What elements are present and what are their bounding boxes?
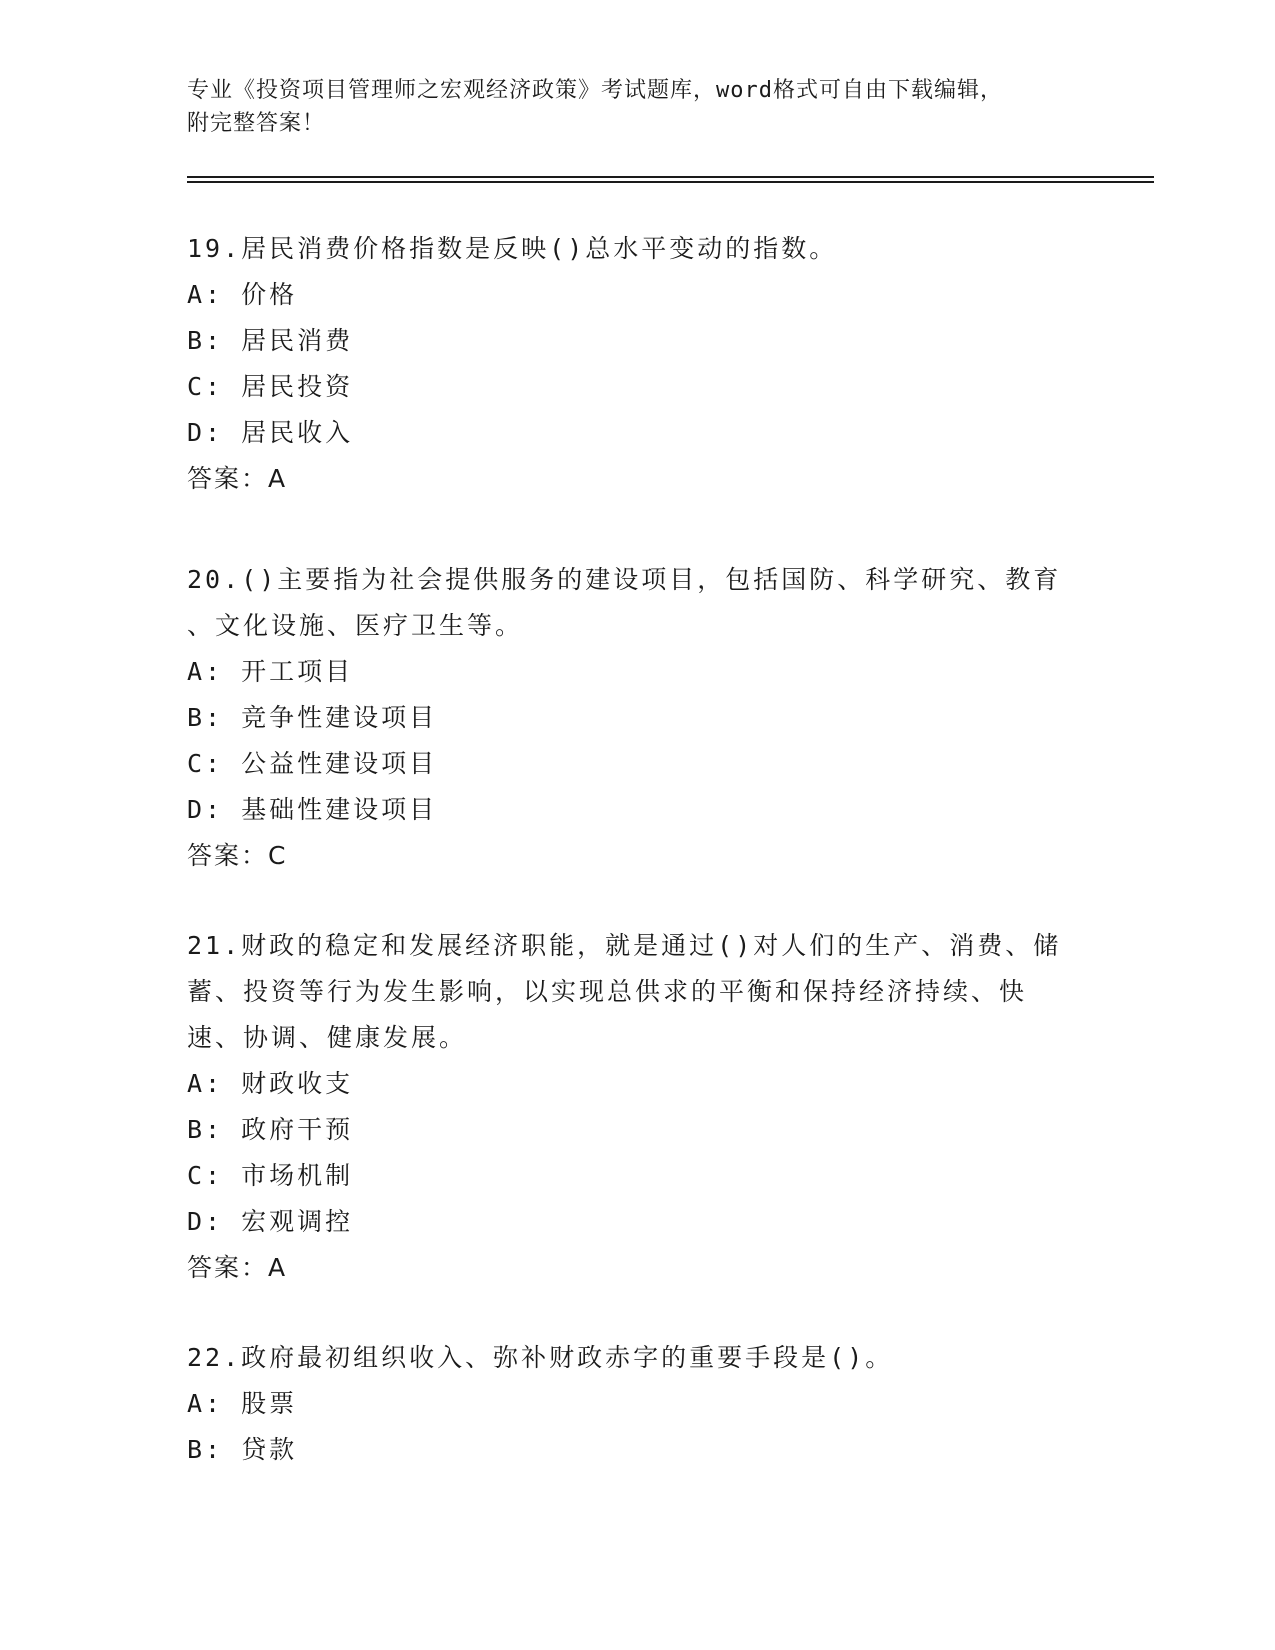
option-c: C: 公益性建设项目 bbox=[187, 749, 438, 778]
option-d: D: 基础性建设项目 bbox=[187, 795, 438, 824]
option-a: A: 财政收支 bbox=[187, 1069, 354, 1098]
answer-label: 答案：A bbox=[187, 464, 288, 493]
header-divider-top bbox=[187, 176, 1154, 178]
answer-label: 答案：A bbox=[187, 1253, 288, 1282]
question-19 bbox=[187, 226, 1087, 502]
question-20 bbox=[187, 557, 1087, 879]
option-a: A: 开工项目 bbox=[187, 657, 354, 686]
document-header bbox=[187, 74, 1087, 140]
header-divider-bottom bbox=[187, 181, 1154, 183]
header-line-2: 附完整答案！ bbox=[187, 111, 326, 136]
option-d: D: 居民收入 bbox=[187, 418, 354, 447]
option-a: A: 股票 bbox=[187, 1389, 298, 1418]
answer-label: 答案：C bbox=[187, 841, 288, 870]
header-line-1: 专业《投资项目管理师之宏观经济政策》考试题库，word格式可自由下载编辑， bbox=[187, 78, 1003, 103]
question-stem: 19.居民消费价格指数是反映()总水平变动的指数。 bbox=[187, 234, 838, 263]
question-stem-continued: 速、协调、健康发展。 bbox=[187, 1023, 468, 1052]
option-d: D: 宏观调控 bbox=[187, 1207, 354, 1236]
option-c: C: 市场机制 bbox=[187, 1161, 354, 1190]
question-22 bbox=[187, 1335, 1087, 1473]
question-stem-continued: 、文化设施、医疗卫生等。 bbox=[187, 611, 524, 640]
question-21 bbox=[187, 923, 1087, 1291]
option-b: B: 政府干预 bbox=[187, 1115, 354, 1144]
question-stem: 22.政府最初组织收入、弥补财政赤字的重要手段是()。 bbox=[187, 1343, 894, 1372]
option-a: A: 价格 bbox=[187, 280, 298, 309]
question-stem: 21.财政的稳定和发展经济职能，就是通过()对人们的生产、消费、储 bbox=[187, 931, 1062, 960]
option-b: B: 竞争性建设项目 bbox=[187, 703, 438, 732]
option-c: C: 居民投资 bbox=[187, 372, 354, 401]
option-b: B: 贷款 bbox=[187, 1435, 298, 1464]
option-b: B: 居民消费 bbox=[187, 326, 354, 355]
question-stem-continued: 蓄、投资等行为发生影响，以实现总供求的平衡和保持经济持续、快 bbox=[187, 977, 1028, 1006]
question-stem: 20.()主要指为社会提供服务的建设项目，包括国防、科学研究、教育 bbox=[187, 565, 1062, 594]
